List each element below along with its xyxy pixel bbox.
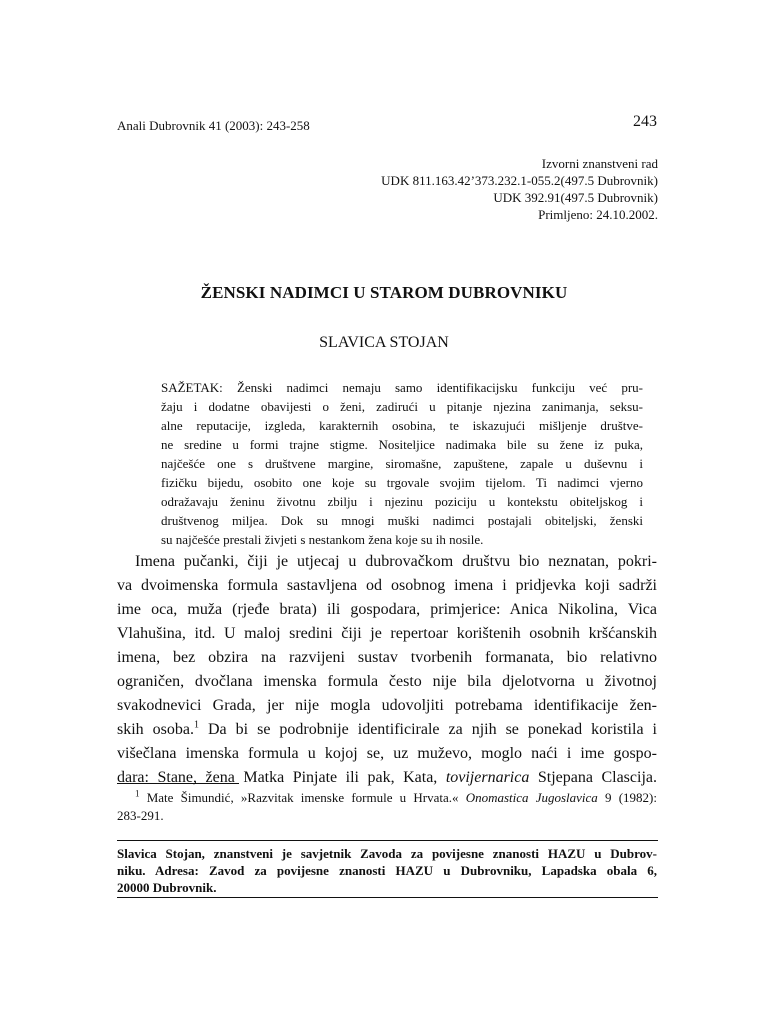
author-note-line: niku. Adresa: Zavod za povijesne znanosti HAZU u Dubrovniku, Lapadska obala 6, xyxy=(117,863,657,878)
article-author: SLAVICA STOJAN xyxy=(319,334,449,351)
body-paragraph xyxy=(117,550,657,790)
article-title: ŽENSKI NADIMCI U STAROM DUBROVNIKU xyxy=(200,283,568,302)
body-line: imena, bez obzira na razvijeni sustav tvorbenih formanata, bio relativno xyxy=(117,649,657,666)
author-note-line: Slavica Stojan, znanstveni je savjetnik Zavoda za povijesne znanosti HAZU u Dubrov- xyxy=(117,846,657,861)
author-note-line: 20000 Dubrovnik. xyxy=(117,880,217,895)
journal-reference: Anali Dubrovnik 41 (2003): 243-258 xyxy=(117,118,310,133)
footnote-text: Mate Šimundić, »Razvitak imenske formule u Hrvata.« xyxy=(139,790,466,805)
footnote-reference[interactable]: 1 xyxy=(194,719,199,731)
abstract-line: su najčešće prestali živjeti s nestankom žena koje su ih nosile. xyxy=(161,532,484,547)
udk-code-1: UDK 811.163.42’373.232.1-055.2(497.5 Dubrovnik) xyxy=(381,173,658,188)
abstract-line: odražavaju ženinu životnu zbilju i njezinu poziciju u kontekstu obiteljskog i xyxy=(161,494,643,509)
body-line xyxy=(117,718,657,742)
body-text-segment: Da bi se podrobnije identificirale za njih se ponekad koristila i xyxy=(199,721,657,738)
received-date: Primljeno: 24.10.2002. xyxy=(538,207,658,222)
author-note-bottom-rule xyxy=(117,897,658,898)
abstract-line: alne reputacije, izgleda, karakternih osobina, te iskazujući mišljenje društve- xyxy=(161,418,643,433)
body-line xyxy=(117,766,657,790)
body-line: svakodnevici Grada, jer nije mogla udovoljiti potrebama identifikacije žen- xyxy=(117,697,657,714)
author-note xyxy=(117,845,657,896)
body-line: višečlana imenska formula u kojoj se, uz muževo, moglo naći i ime gospo- xyxy=(117,745,657,762)
abstract-line: ne sredine u formi trajne stigme. Nositeljice nadimaka bile su žene iz puka, xyxy=(161,437,643,452)
italic-term: tovijernarica xyxy=(445,769,530,786)
article-type: Izvorni znanstveni rad xyxy=(541,156,658,171)
footnote-marker: 1 xyxy=(135,788,140,799)
footnote-journal: Onomastica Jugoslavica xyxy=(465,790,598,805)
author-note-top-rule xyxy=(117,840,658,841)
footnote-text: 9 (1982): xyxy=(597,790,657,805)
abstract-line: žaju i dodatne obavijesti o ženi, zadirući u pitanje njezina zanimanja, seksu- xyxy=(161,399,643,414)
footnote-line: 283-291. xyxy=(117,808,164,823)
abstract-line: fizičku bijedu, osobito one koje su trgovale svojim tijelom. Ti nadimci vjerno xyxy=(161,475,643,490)
body-line: ograničen, dvočlana imenska formula često nije bila djelotvorna u životnoj xyxy=(117,673,657,690)
page-number: 243 xyxy=(633,113,657,130)
body-text-segment: Stjepana Clascija. xyxy=(529,769,657,786)
udk-code-2: UDK 392.91(497.5 Dubrovnik) xyxy=(493,190,658,205)
body-text-segment: skih osoba. xyxy=(117,721,194,738)
body-text-segment: dara: Stane, žena Matka Pinjate ili pak, Kata, xyxy=(117,769,446,786)
article-metadata xyxy=(381,155,658,223)
abstract xyxy=(161,378,643,549)
abstract-line: najčešće one s društvene margine, siromašne, zapuštene, zapale u duševnu i xyxy=(161,456,643,471)
footnote-separator xyxy=(117,783,239,784)
footnote-line xyxy=(117,789,657,807)
body-line: Vlahušina, itd. U maloj sredini čiji je repertoar korištenih osobnih kršćanskih xyxy=(117,625,657,642)
body-line: ime oca, muža (rjeđe brata) ili gospodara, primjerice: Anica Nikolina, Vica xyxy=(117,601,657,618)
footnote xyxy=(117,789,657,825)
body-line: Imena pučanki, čiji je utjecaj u dubrovačkom društvu bio neznatan, pokri- xyxy=(135,553,657,570)
abstract-line: SAŽETAK: Ženski nadimci nemaju samo identifikacijsku funkciju već pru- xyxy=(161,380,643,395)
abstract-line: društvenog miljea. Dok su mnogi muški nadimci postajali obiteljski, ženski xyxy=(161,513,643,528)
body-line: va dvoimenska formula sastavljena od osobnog imena i pridjevka koji sadrži xyxy=(117,577,657,594)
